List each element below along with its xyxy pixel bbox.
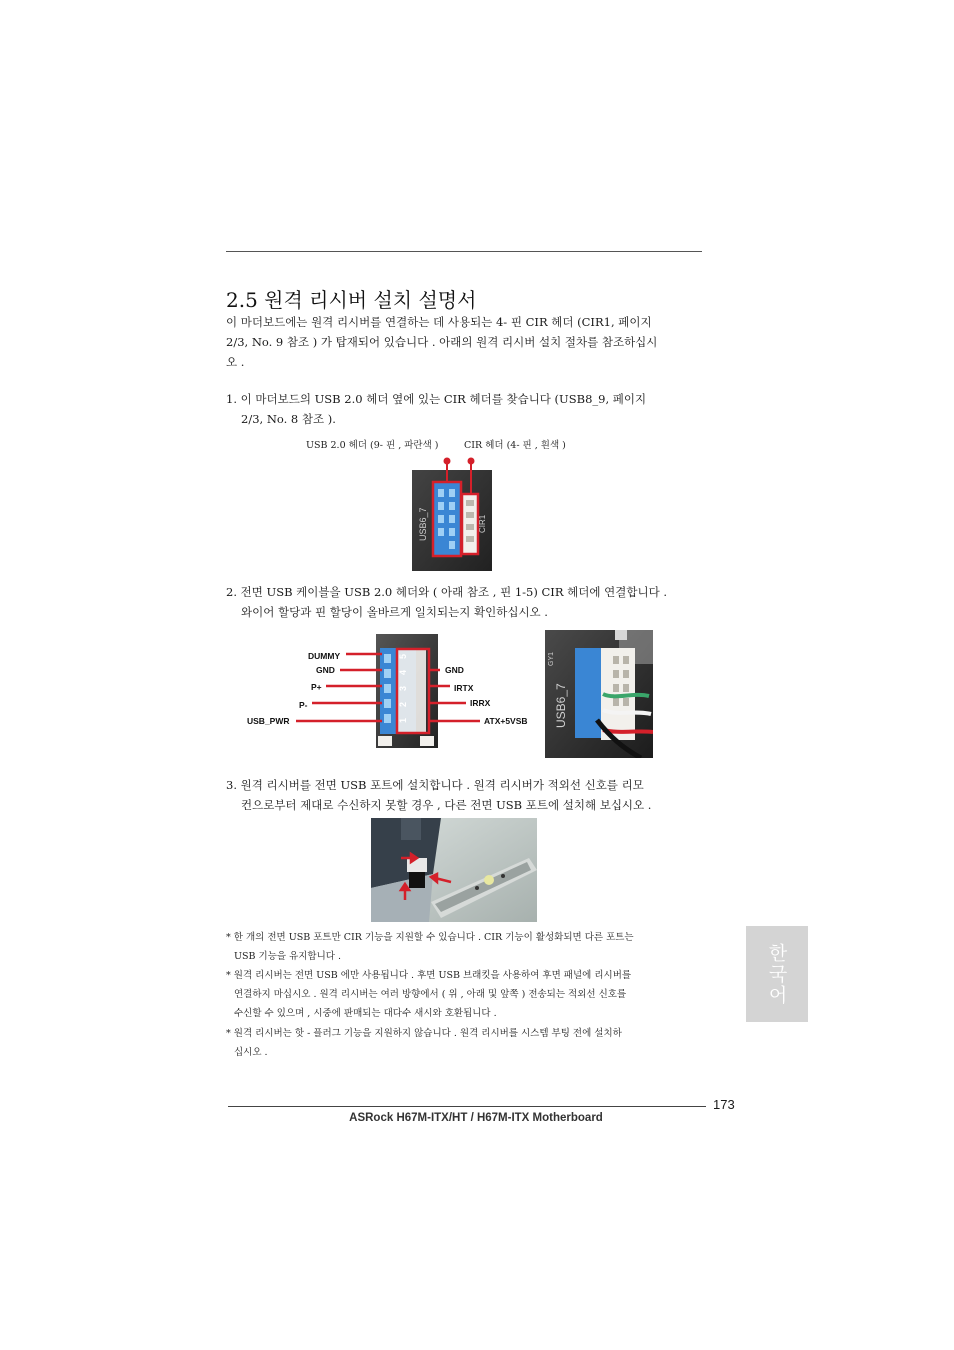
- intro-paragraph: [226, 312, 716, 372]
- pin-number: 5: [398, 653, 408, 659]
- note-line: 수신할 수 있으며 , 시중에 판매되는 대다수 새시와 호환됩니다 .: [234, 1008, 497, 1019]
- board-silk-label: USB6_7: [418, 507, 428, 541]
- step-line: 3. 원격 리시버를 전면 USB 포트에 설치합니다 . 원격 리시버가 적외선 신호를 리모: [226, 778, 644, 792]
- pin-number: 1: [398, 717, 408, 723]
- pin-label-irtx: IRTX: [454, 683, 474, 693]
- note-line: USB 기능을 유지합니다 .: [234, 951, 341, 962]
- top-rule: [226, 251, 702, 252]
- language-label: 한국어: [765, 942, 788, 1006]
- figure-3-receiver-photo: [371, 818, 537, 922]
- pin-label-usb-pwr: USB_PWR: [247, 716, 290, 726]
- figure-1-illustration: [412, 455, 492, 571]
- note-line: * 한 개의 전면 USB 포트만 CIR 기능을 지원할 수 있습니다 . CIR 기능이 활성화되면 다른 포트는: [226, 932, 634, 943]
- language-side-tab: [746, 926, 808, 1022]
- step-1: [226, 389, 716, 429]
- note-line: * 원격 리시버는 핫 - 플러그 기능을 지원하지 않습니다 . 원격 리시버를 시스템 부팅 전에 설치하: [226, 1028, 622, 1039]
- pin-label-p-plus: P+: [311, 682, 322, 692]
- note-2: [226, 966, 716, 1023]
- caption-cir-header: CIR 헤더 (4- 핀 , 흰색 ): [464, 440, 566, 451]
- note-line: 십시오 .: [234, 1047, 268, 1058]
- section-title: 2.5 원격 리시버 설치 설명서: [226, 288, 477, 312]
- step-line: 컨으로부터 제대로 수신하지 못할 경우 , 다른 전면 USB 포트에 설치해 보십시오 .: [241, 798, 652, 812]
- pin-label-irrx: IRRX: [470, 698, 491, 708]
- caption-usb-header: USB 2.0 헤더 (9- 핀 , 파란색 ): [306, 440, 439, 451]
- note-3: [226, 1024, 716, 1062]
- pin-label-gnd-left: GND: [316, 665, 335, 675]
- intro-line: 이 마더보드에는 원격 리시버를 연결하는 데 사용되는 4- 핀 CIR 헤더 (CIR1, 페이지: [226, 315, 652, 329]
- footer-rule: [228, 1106, 706, 1107]
- pin-label-dummy: DUMMY: [308, 651, 341, 661]
- figure-2-cable-photo: [545, 630, 653, 758]
- footer-product: ASRock H67M-ITX/HT / H67M-ITX Motherboard: [349, 1112, 603, 1124]
- intro-line: 2/3, No. 9 참조 ) 가 탑재되어 있습니다 . 아래의 원격 리시버 설치 절차를 참조하십시: [226, 335, 658, 349]
- pin-number: 2: [398, 701, 408, 707]
- step-3: [226, 775, 716, 815]
- board-silk-label-2: CIR1: [478, 514, 487, 533]
- intro-line: 오 .: [226, 355, 245, 369]
- pin-number: 4: [398, 669, 408, 675]
- figure-2-pointer-lines: [240, 634, 500, 754]
- pin-label-p-minus: P-: [299, 700, 308, 710]
- step-line: 2. 전면 USB 케이블을 USB 2.0 헤더와 ( 아래 참조 , 핀 1-5) CIR 헤더에 연결합니다 .: [226, 585, 667, 599]
- note-line: * 원격 리시버는 전면 USB 에만 사용됩니다 . 후면 USB 브래킷을 사용하여 후면 패널에 리시버를: [226, 970, 632, 981]
- figure-3-illustration: [371, 818, 537, 922]
- figure-1-header-photo: [412, 455, 492, 571]
- board-silk-label-2: GY1: [548, 651, 555, 666]
- board-silk-label: USB6_7: [554, 683, 568, 728]
- pin-label-atx5vsb: ATX+5VSB: [484, 716, 528, 726]
- note-1: [226, 928, 716, 966]
- figure-2-cable-illustration: [545, 630, 653, 758]
- pin-number: 3: [398, 685, 408, 691]
- step-line: 2/3, No. 8 참조 ).: [241, 412, 336, 426]
- page-number: 173: [713, 1097, 735, 1112]
- pin-label-gnd-right: GND: [445, 665, 464, 675]
- step-line: 1. 이 마더보드의 USB 2.0 헤더 옆에 있는 CIR 헤더를 찾습니다 (USB8_9, 페이지: [226, 392, 647, 406]
- step-line: 와이어 할당과 핀 할당이 올바르게 일치되는지 확인하십시오 .: [241, 605, 548, 619]
- note-line: 연결하지 마십시오 . 원격 리시버는 여러 방향에서 ( 위 , 아래 및 앞쪽 ) 전송되는 적외선 신호를: [234, 989, 627, 1000]
- step-2: [226, 582, 716, 622]
